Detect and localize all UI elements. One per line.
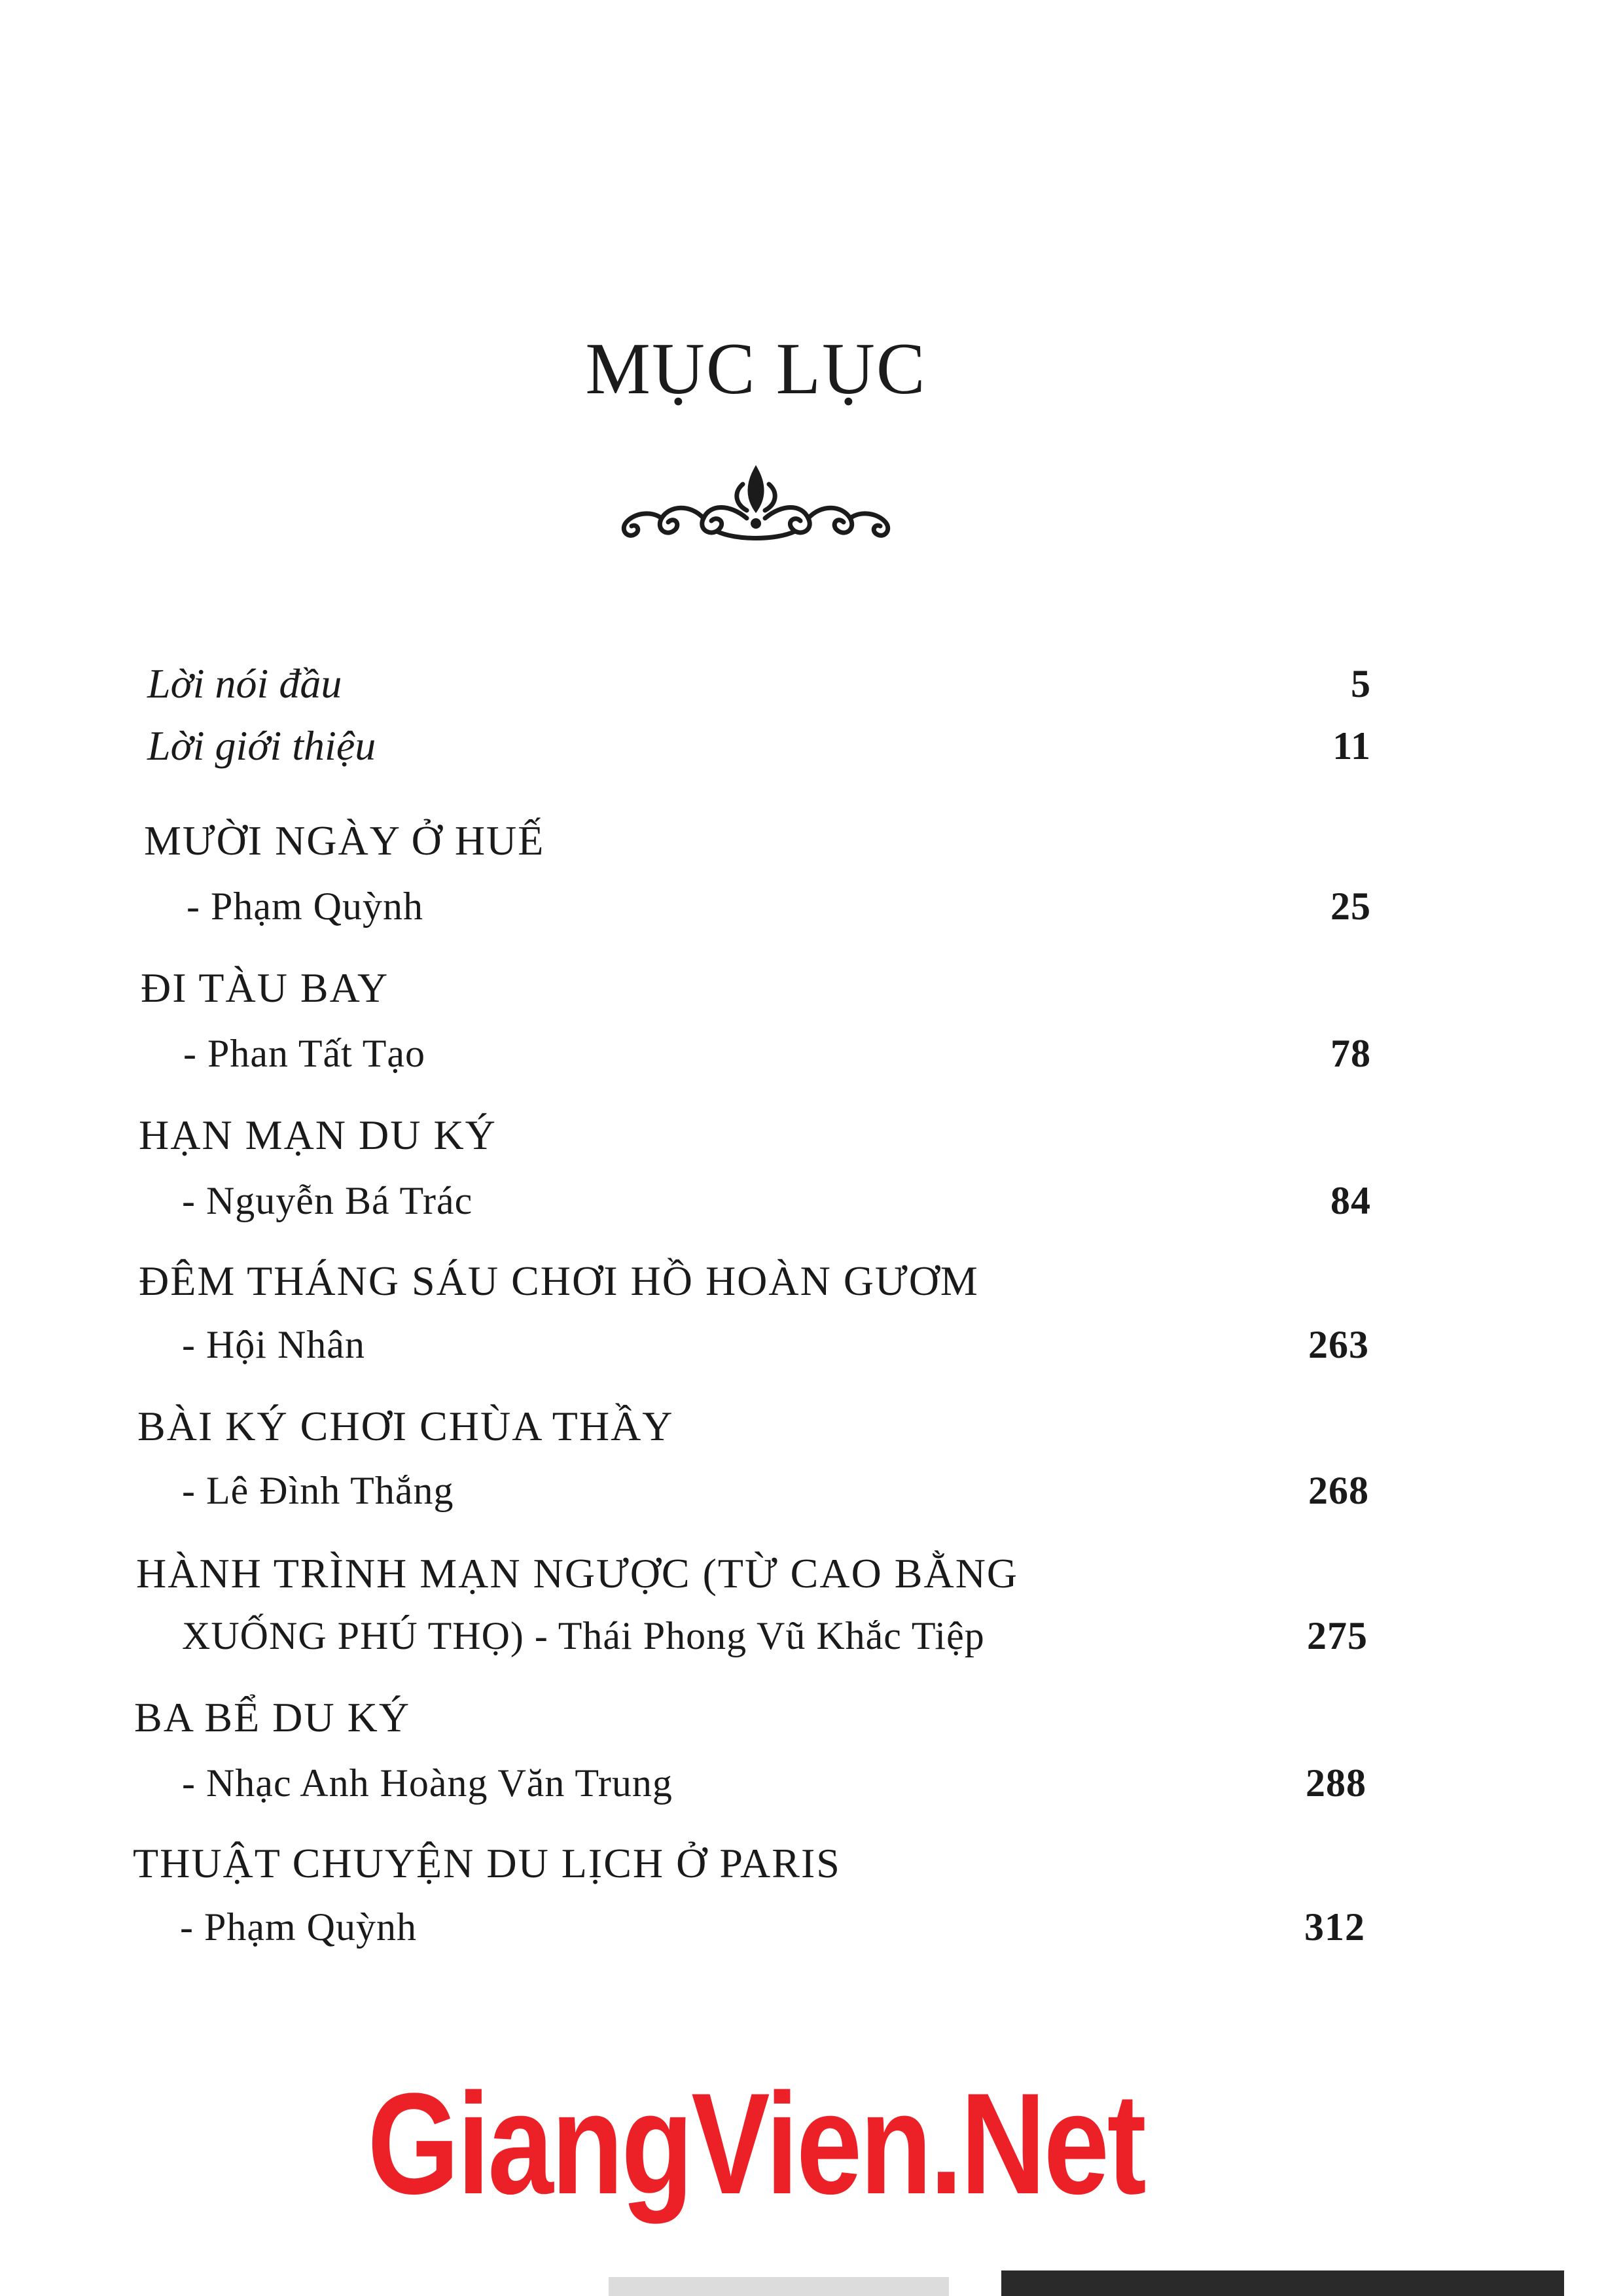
- toc-entry-author: - Hội Nhân: [182, 1323, 365, 1366]
- toc-item-loi-noi-dau[interactable]: Lời nói đầu: [147, 660, 342, 707]
- toc-page-number: 5: [1351, 662, 1371, 705]
- toc-entry-author: - Lê Đình Thắng: [182, 1469, 454, 1512]
- toc-entry-title[interactable]: BA BỂ DU KÝ: [134, 1694, 411, 1740]
- scroll-flourish-icon: [612, 458, 900, 550]
- toc-entry-author: - Phan Tất Tạo: [183, 1032, 426, 1075]
- watermark-text: GiangVien.Net: [367, 2063, 1145, 2224]
- toc-entry-author: - Phạm Quỳnh: [180, 1905, 417, 1949]
- toc-page-number: 288: [1306, 1761, 1366, 1805]
- toc-entry-title[interactable]: HẠN MẠN DU KÝ: [139, 1112, 497, 1158]
- toc-entry-author: XUỐNG PHÚ THỌ) - Thái Phong Vũ Khắc Tiệp: [182, 1614, 985, 1657]
- page-title: MỤC LỤC: [585, 328, 927, 410]
- toc-entry-author: - Nguyễn Bá Trác: [182, 1179, 473, 1222]
- scan-edge-dark: [1001, 2270, 1564, 2296]
- toc-entry-title[interactable]: THUẬT CHUYỆN DU LỊCH Ở PARIS: [133, 1840, 841, 1886]
- scan-edge-shadow: [609, 2277, 949, 2296]
- toc-entry-title[interactable]: HÀNH TRÌNH MẠN NGƯỢC (TỪ CAO BẰNG: [136, 1550, 1019, 1597]
- toc-page-number: 275: [1307, 1614, 1368, 1657]
- toc-item-loi-gioi-thieu[interactable]: Lời giới thiệu: [147, 722, 376, 769]
- toc-page-number: 84: [1330, 1179, 1371, 1222]
- toc-page-number: 312: [1304, 1905, 1365, 1949]
- toc-entry-author: - Phạm Quỳnh: [187, 885, 423, 928]
- toc-page-number: 263: [1308, 1323, 1369, 1366]
- toc-entry-title[interactable]: ĐÊM THÁNG SÁU CHƠI HỒ HOÀN GƯƠM: [139, 1258, 979, 1304]
- toc-entry-author: - Nhạc Anh Hoàng Văn Trung: [182, 1761, 673, 1805]
- toc-page-number: 25: [1330, 885, 1371, 928]
- toc-page-number: 11: [1332, 724, 1371, 768]
- toc-page-number: 268: [1308, 1469, 1369, 1512]
- toc-entry-title[interactable]: MƯỜI NGÀY Ở HUẾ: [144, 817, 545, 864]
- toc-entry-title[interactable]: BÀI KÝ CHƠI CHÙA THẦY: [137, 1403, 674, 1449]
- toc-entry-title[interactable]: ĐI TÀU BAY: [141, 964, 389, 1011]
- toc-page-number: 78: [1330, 1032, 1371, 1075]
